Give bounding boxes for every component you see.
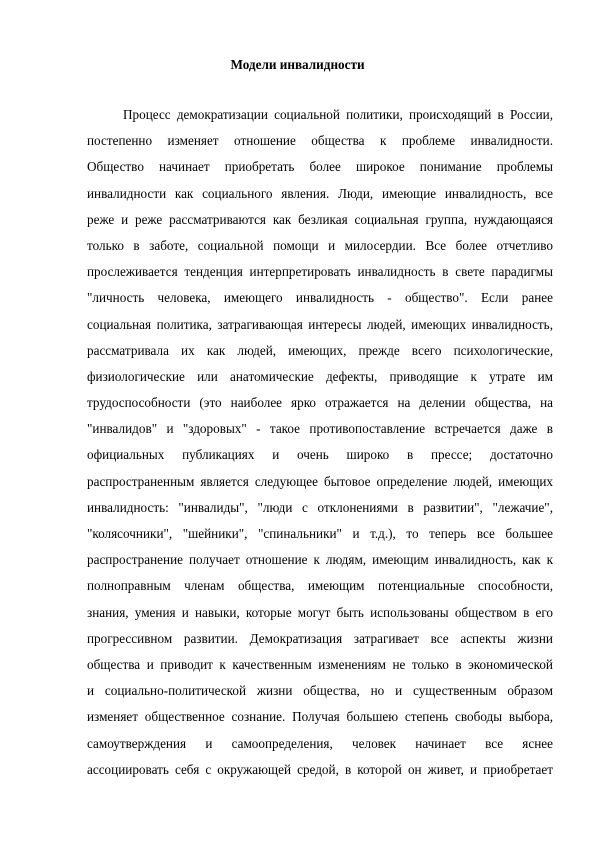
text-line: постепенно изменяет отношение общества к проблеме инвалидности. — [87, 133, 553, 149]
text-line: Процесс демократизации социальной политики, происходящий в России, — [123, 107, 553, 122]
text-line: и социально-политической жизни общества, но и существенным образом — [87, 683, 553, 699]
text-line: "личность человека, имеющего инвалидность - общество". Если ранее — [87, 290, 553, 306]
text-line: ассоциировать себя с окружающей средой, в которой он живет, и приобретает — [87, 761, 553, 777]
text-line: социальная политика, затрагивающая интересы людей, имеющих инвалидность, — [87, 316, 553, 332]
text-line: Общество начинает приобретать более широкое понимание проблемы — [87, 159, 553, 175]
text-line: самоутверждения и самоопределения, человек начинает все яснее — [87, 735, 553, 751]
text-line: распространение получает отношение к людям, имеющим инвалидность, как к — [87, 552, 553, 568]
text-line: знания, умения и навыки, которые могут быть использованы обществом в его — [87, 604, 553, 620]
text-line: общества и приводит к качественным изменениям не только в экономической — [87, 656, 553, 672]
text-line: только в заботе, социальной помощи и милосердии. Все более отчетливо — [87, 237, 553, 253]
text-line: "инвалидов" и "здоровых" - такое противопоставление встречается даже в — [87, 421, 553, 437]
text-line: физиологические или анатомические дефекты, приводящие к утрате им — [87, 368, 553, 384]
text-line: "колясочники", "шейники", "спинальники" и т.д.), то теперь все большее — [87, 526, 553, 541]
text-line: рассматривала их как людей, имеющих, прежде всего психологические, — [87, 342, 553, 358]
text-line: прогрессивном развитии. Демократизация затрагивает все аспекты жизни — [87, 630, 553, 646]
text-line: трудоспособности (это наиболее ярко отражается на делении общества, на — [87, 395, 553, 411]
text-line: инвалидность: "инвалиды", "люди с отклонениями в развитии", "лежачие", — [87, 499, 553, 515]
text-line: реже и реже рассматриваются как безликая социальная группа, нуждающаяся — [87, 211, 553, 227]
body-paragraph — [87, 102, 553, 783]
text-line: инвалидности как социального явления. Люди, имеющие инвалидность, все — [87, 185, 553, 201]
text-line: официальных публикациях и очень широко в прессе; достаточно — [87, 447, 553, 463]
text-line: прослеживается тенденция интерпретировать инвалидность в свете парадигмы — [87, 264, 553, 280]
text-line: распространенным является следующее бытовое определение людей, имеющих — [87, 473, 553, 489]
document-title: Модели инвалидности — [230, 57, 365, 72]
text-line: изменяет общественное сознание. Получая большею степень свободы выбора, — [87, 709, 553, 725]
text-line: полноправным членам общества, имеющим потенциальные способности, — [87, 578, 553, 594]
